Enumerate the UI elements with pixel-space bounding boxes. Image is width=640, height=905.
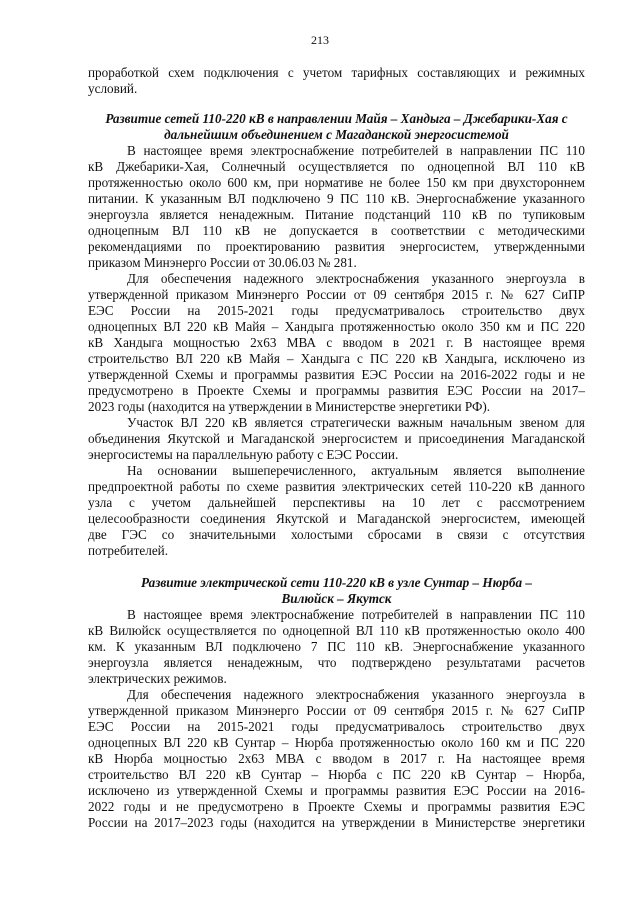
text-line: Для обеспечения надежного электроснабжения указанного энергоузла в: [127, 687, 585, 702]
text-line: узла с учетом дальнейшей перспективы на 10 лет с рассмотрением: [88, 495, 585, 510]
section-heading: дальнейшим объединением с Магаданской энергосистемой: [164, 127, 509, 142]
text-line: предпроектной работы по схеме развития электрических сетей 110-220 кВ данного: [88, 479, 585, 494]
text-line: протяженностью около 600 км, при нормативе не более 150 км при двухстороннем: [88, 175, 585, 190]
text-line: км. К указанным ВЛ подключено 7 ПС 110 кВ. Энергоснабжение указанного: [88, 639, 585, 654]
text-line: питании. К указанным ВЛ подключено 9 ПС 110 кВ. Энергоснабжение указанного: [88, 191, 585, 206]
section-heading: Вилюйск – Якутск: [281, 591, 392, 606]
text-line: России на 2017–2023 годы (находится на утверждении в Министерстве энергетики: [88, 815, 585, 830]
text-line: 2022 годы и не предусмотрено в Проекте Схемы и программы развития ЕЭС: [88, 799, 585, 814]
text-line: предусмотрено в Проекте Схемы и программы развития ЕЭС России на 2017–: [88, 383, 585, 398]
text-line: утвержденной Схемы и программы развития ЕЭС России на 2016-2022 годы и не: [88, 367, 585, 382]
text-line: кВ Джебарики-Хая, Солнечный осуществляется по одноцепной ВЛ 110 кВ: [88, 159, 585, 174]
text-line: утвержденной приказом Минэнерго России от 09 сентября 2015 г. № 627 СиПР: [88, 287, 585, 302]
text-line: ЕЭС России на 2015-2021 годы предусматривалось строительство двух: [88, 719, 585, 734]
text-line: строительство ВЛ 220 кВ Сунтар – Нюрба с ПС 220 кВ Сунтар – Нюрба,: [88, 767, 585, 782]
text-line: одноцепных ВЛ 220 кВ Майя – Хандыга протяженностью около 350 км и ПС 220: [88, 319, 585, 334]
text-line: электрических режимов.: [88, 671, 227, 686]
text-line: две ГЭС со значительными холостыми сбросами в связи с отсутствия: [88, 527, 585, 542]
text-line: исключено из утвержденной Схемы и программы развития ЕЭС России на 2016-: [88, 783, 585, 798]
section-heading: Развитие сетей 110-220 кВ в направлении Майя – Хандыга – Джебарики-Хая с: [105, 111, 568, 126]
text-line: рекомендациями по проектированию развития энергосистем, утвержденными: [88, 239, 585, 254]
text-line: На основании вышеперечисленного, актуальным является выполнение: [127, 463, 585, 478]
text-line: утвержденной приказом Минэнерго России от 09 сентября 2015 г. № 627 СиПР: [88, 703, 585, 718]
text-line: ЕЭС России на 2015-2021 годы предусматривалось строительство двух: [88, 303, 585, 318]
text-line: приказом Минэнерго России от 30.06.03 № 281.: [88, 255, 357, 270]
text-line: энергоузла является ненадежным. Питание подстанций 110 кВ по тупиковым: [88, 207, 585, 222]
text-line: строительство ВЛ 220 кВ Майя – Хандыга с ПС 220 кВ Хандыга, исключено из: [88, 351, 585, 366]
text-line: проработкой схем подключения с учетом тарифных составляющих и режимных: [88, 65, 585, 80]
text-line: Для обеспечения надежного электроснабжения указанного энергоузла в: [127, 271, 585, 286]
text-line: одноцепным ВЛ 110 кВ не допускается в соответствии с методическими: [88, 223, 585, 238]
text-line: кВ Нюрба моцностью 2х63 МВА с вводом в 2017 г. На настоящее время: [88, 751, 585, 766]
text-line: В настоящее время электроснабжение потребителей в направлении ПС 110: [127, 143, 585, 158]
text-line: потребителей.: [88, 543, 169, 558]
page-number: 213: [311, 33, 329, 47]
text-line: Участок ВЛ 220 кВ является стратегически важным начальным звеном для: [127, 415, 585, 430]
text-line: кВ Вилюйск осуществляется по одноцепной ВЛ 110 кВ протяженностью около 400: [88, 623, 585, 638]
text-line: энергосистемы на параллельную работу с ЕЭС России.: [88, 447, 399, 462]
text-line: одноцепных ВЛ 220 кВ Сунтар – Нюрба протяженностью около 160 км и ПС 220: [88, 735, 585, 750]
text-line: условий.: [88, 81, 138, 96]
text-line: объединения Якутской и Магаданской энергосистем и присоединения Магаданской: [88, 431, 585, 446]
text-line: В настоящее время электроснабжение потребителей в направлении ПС 110: [127, 607, 585, 622]
text-line: кВ Хандыга мощностью 2х63 МВА с вводом в 2021 г. В настоящее время: [88, 335, 585, 350]
section-heading: Развитие электрической сети 110-220 кВ в узле Сунтар – Нюрба –: [141, 575, 532, 590]
text-line: энергоузла является ненадежным, что подтверждено результатами расчетов: [88, 655, 585, 670]
text-line: 2023 годы (находится на утверждении в Министерстве энергетики РФ).: [88, 399, 491, 414]
text-line: целесообразности соединения Якутской и Магаданской энергосистем, имеющей: [88, 511, 585, 526]
